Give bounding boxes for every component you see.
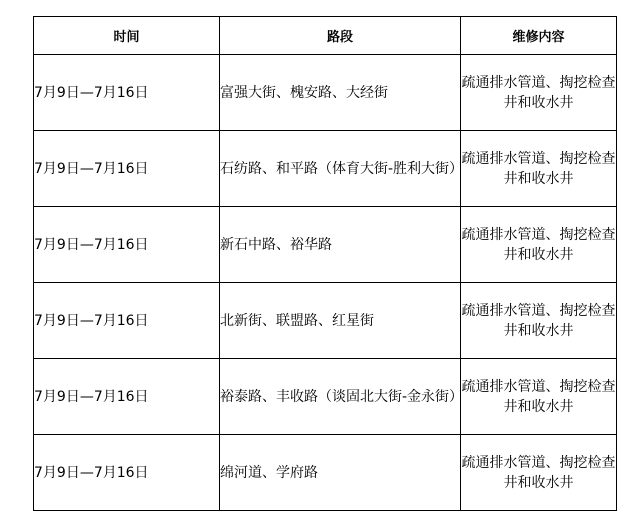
table-row [34,435,617,511]
table-header-row [34,17,617,55]
cell-work: 疏通排水管道、掏挖检查井和收水井 [461,283,617,359]
cell-road: 裕泰路、丰收路（谈固北大街-金永街） [220,359,461,435]
cell-time: 7月9日—7月16日 [34,435,220,511]
cell-time: 7月9日—7月16日 [34,359,220,435]
header-road: 路段 [220,17,461,55]
table-row [34,131,617,207]
cell-time: 7月9日—7月16日 [34,131,220,207]
header-time: 时间 [34,17,220,55]
cell-work: 疏通排水管道、掏挖检查井和收水井 [461,435,617,511]
table-row [34,283,617,359]
table-row [34,207,617,283]
cell-time: 7月9日—7月16日 [34,55,220,131]
cell-road: 绵河道、学府路 [220,435,461,511]
cell-work: 疏通排水管道、掏挖检查井和收水井 [461,359,617,435]
table-row [34,55,617,131]
header-work: 维修内容 [461,17,617,55]
cell-work: 疏通排水管道、掏挖检查井和收水井 [461,131,617,207]
cell-road: 北新街、联盟路、红星街 [220,283,461,359]
cell-time: 7月9日—7月16日 [34,283,220,359]
cell-work: 疏通排水管道、掏挖检查井和收水井 [461,55,617,131]
cell-road: 石纺路、和平路（体育大街-胜利大街） [220,131,461,207]
table-row [34,359,617,435]
cell-work: 疏通排水管道、掏挖检查井和收水井 [461,207,617,283]
cell-road: 富强大街、槐安路、大经街 [220,55,461,131]
cell-time: 7月9日—7月16日 [34,207,220,283]
maintenance-schedule-table [33,16,617,511]
cell-road: 新石中路、裕华路 [220,207,461,283]
